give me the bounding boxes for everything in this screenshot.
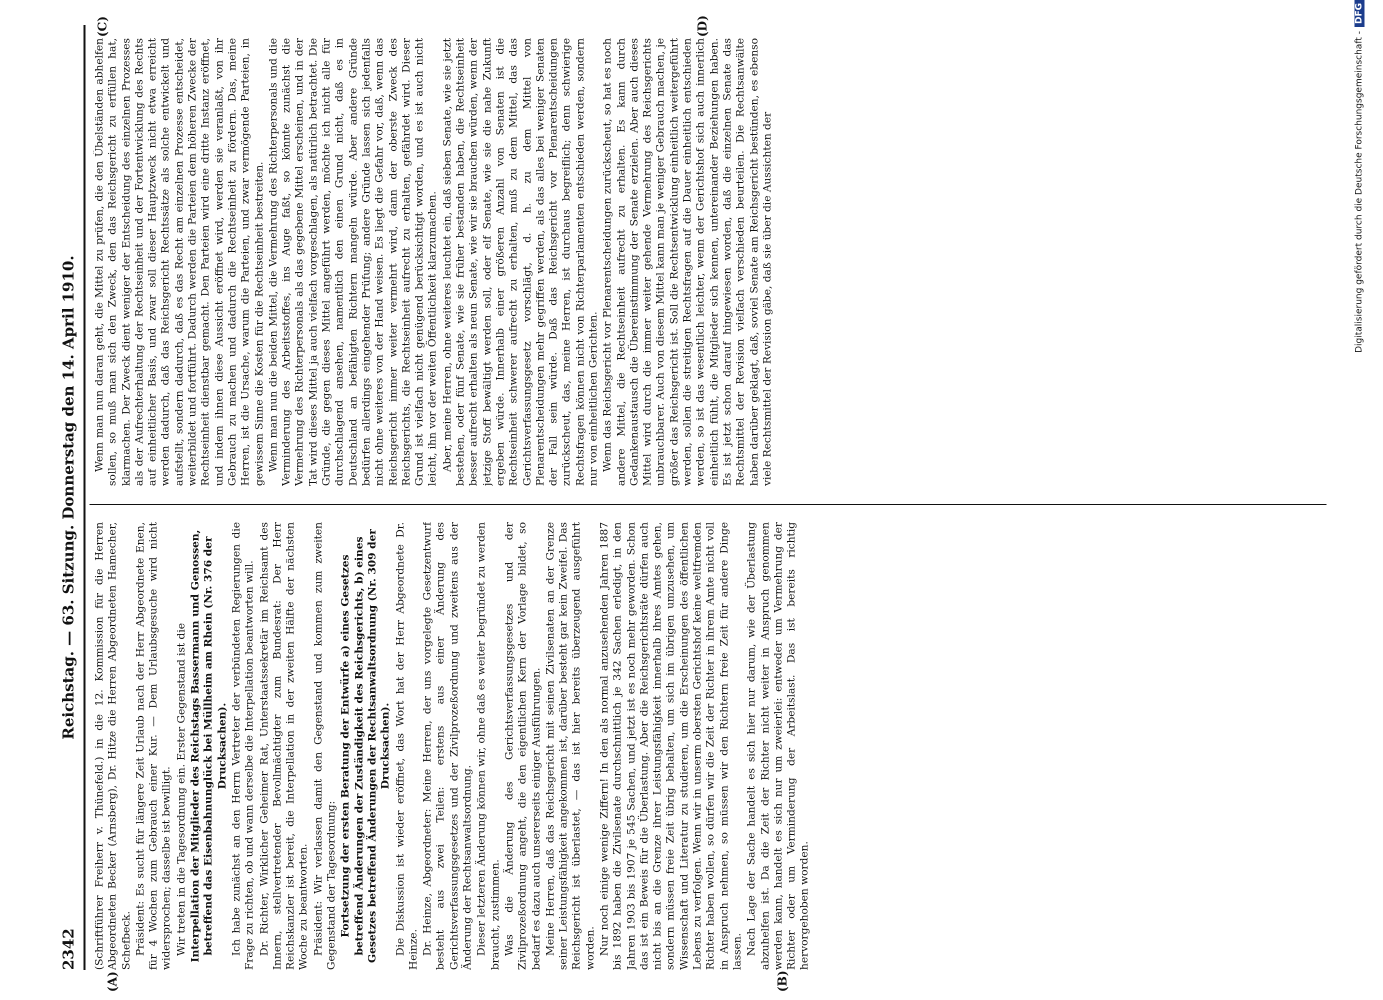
left-paragraph-11: Dieser letzteren Änderung können wir, ohne daß es weiter begründet zu werden braucht, zustimmen.: [475, 522, 501, 970]
right-paragraph-4: Wenn das Reichsgericht vor Plenarentscheidungen zurückscheut, so hat es noch andere Mittel, die Rechtseinheit aufrecht zu erhalten. Es kann durch Gedankenaustausch die Übereinstimmung der Senate erzielen. Aber auch dieses Mittel wird durch die immer weiter gehende Vermehrung des Reichsgerichts unbrauchbarer. Auch von diesem Mittel kann man je weniger Gebrauch machen, je größer das Reichsgericht ist. Soll die Rechtsentwicklung einheitlich weitergeführt werden, sollen die streitigen Rechtsfragen auf die Dauer einheitlich entschieden werden, so ist das wesentlich leichter, wenn der Gerichtshof sich auch innerlich einheitlich fühlt, die Mitglieder sich kennen, untereinander Beziehungen haben. Es ist jetzt schon darauf hingewiesen worden, daß die einzelnen Senate das Rechtsmittel der Revision vielfach verschieden beurteilen. Die Rechtsanwälte haben darüber geklagt, daß, soviel Senate am Reichsgericht bestünden, es ebenso viele Rechtsmittel der Revision gäbe, daß sie über die Aussichten der: [601, 38, 773, 486]
margin-marker-c: (C): [95, 16, 109, 37]
left-paragraph-2: Präsident: Es sucht für längere Zeit Urlaub nach der Herr Abgeordnete Enen, für 4 Wochen zum Gebrauch einer Kur. — Dem Urlaubsgesuche wird nicht widersprochen; dasselbe ist bewilligt.: [133, 522, 173, 970]
interpellation-heading: Interpellation der Mitglieder des Reichstags Bassermann und Genossen, betreffend das Eisenbahnunglück bei Müllheim am Rhein (Nr. 376 der Drucksachen).: [189, 529, 228, 963]
right-paragraph-2: Wenn man nun die beiden Mittel, die Vermehrung des Richterpersonals und die Verminderung des Arbeitsstoffes, ins Auge faßt, so könnte zunächst die Vermehrung des Richterpersonals als das gegebene Mittel erscheinen, und in der Tat wird dieses Mittel ja auch vielfach vorgeschlagen, als natürlich betrachtet. Die Gründe, die gegen dieses Mittel angeführt werden, möchte ich nicht alle für durchschlagend ansehen, namentlich den einen Grund nicht, daß es in Deutschland an befähigten Richtern mangeln würde. Aber andere Gründe bedürfen allerdings eingehender Prüfung; andere Gründe lassen sich jedenfalls nicht ohne weiteres von der Hand weisen. Es liegt die Gefahr vor, daß, wenn das Reichsgericht immer weiter vermehrt wird, dann der oberste Zweck des Reichsgerichts, die Rechtseinheit aufrecht zu erhalten, gefährdet wird. Dieser Grund ist vielfach nicht genügend berücksichtigt worden, und es ist auch nicht leicht, ihn vor der weiten Öffentlichkeit klarzumachen.: [266, 38, 439, 486]
margin-marker-a: (A): [105, 971, 119, 992]
right-paragraph-1: Wenn man nun daran geht, die Mittel zu prüfen, die den Übelständen abhelfen sollen, so muß man sich den Zweck, den das Reichsgericht zu erfüllen hat, klarmachen. Der Zweck dient weniger der Entscheidung des einzelnen Prozesses als der Aufrechterhaltung der Rechtseinheit und der Fortentwicklung des Rechts auf einheitlicher Basis, und zwar soll dieser Hauptzweck nicht etwa erreicht werden dadurch, daß das Reichsgericht Rechtssätze als solche entwickelt und aufstellt, sondern dadurch, daß es das Recht am einzelnen Prozesse entscheidet, weiterbildet und fortführt. Dadurch werden die Parteien dem höheren Zwecke der Rechtseinheit dienstbar gemacht. Den Parteien wird eine dritte Instanz eröffnet, und indem ihnen diese Aussicht eröffnet wird, werden sie veranlaßt, von ihr Gebrauch zu machen und dadurch die Rechtseinheit zu fördern. Das, meine Herren, ist die Ursache, warum die Parteien, und zwar vermögende Parteien, in gewissem Sinne die Kosten für die Rechtseinheit bestreiten.: [93, 38, 265, 486]
page-title: Reichstag. — 63. Sitzung. Donnerstag den 14. April 1910.: [59, 255, 77, 740]
left-paragraph-14: Nur noch einige wenige Ziffern! In den als normal anzusehenden Jahren 1887 bis 1892 haben die Zivilsenate durchschnittlich je 342 Sachen erledigt, in den Jahren 1903 bis 1907 je 545 Sachen, und jetzt ist es noch mehr geworden. Schon das ist ein Beweis für die Überlastung. Aber die Reichsgerichtsräte dürfen auch nicht bis an die Grenze ihrer Leistungsfähigkeit innerhalb ihres Amtes gehen, sondern müssen freie Zeit übrig behalten, um sich im übrigen umzusehen, um Wissenschaft und Literatur zu studieren, um die Erscheinungen des öffentlichen Lebens zu verfolgen. Wenn wir in unserm obersten Gerichtshof keine weltfremden Richter haben wollen, so dürfen wir die Zeit der Richter in ihrem Amte nicht voll in Anspruch nehmen, so müssen wir den Richtern freie Zeit für andere Dinge lassen.: [597, 522, 743, 970]
left-paragraph-15: Nach Lage der Sache handelt es sich hier nur darum, wie der Überlastung abzuhelfen ist. Da die Zeit der Richter nicht weiter in Anspruch genommen werden kann, handelt es sich nur um zweierlei: entweder um Vermehrung der Richter oder um Verminderung der Arbeitslast. Das ist bereits richtig hervorgehoben worden.: [745, 522, 811, 970]
agenda-heading: Fortsetzung der ersten Beratung der Entwürfe a) eines Gesetzes betreffend Änderungen der Zuständigkeit des Reichsgerichts, b) eines Gesetzes betreffend Änderungen der Rechtsanwaltsordnung (Nr. 309 der Drucksachen).: [339, 529, 392, 963]
left-paragraph-1: (Schriftführer Freiherr v. Thünefeld.) in die 12. Kommission für die Herren Abgeordneten Becker (Arnsberg), Dr. Hitze die Herren Abgeordneten Hamecher, Schefbeck.: [93, 522, 132, 970]
left-paragraph-6: Dr. Richter, Wirklicher Geheimer Rat, Unterstaatssekretär im Reichsamt des Innern, stellvertretender Bevollmächtigter zum Bundesrat: Der Herr Reichskanzler ist bereit, die Interpellation in der zweiten Hälfte der nächsten Woche zu beantworten.: [257, 522, 310, 970]
left-paragraph-3: Wir treten in die Tagesordnung ein. Erster Gegenstand ist die: [174, 623, 187, 956]
margin-marker-b: (B): [775, 970, 789, 992]
credit-text: Digitalisierung gefördert durch die Deutsche Forschungsgemeinschaft -: [1354, 31, 1364, 353]
left-paragraph-10: Dr. Heinze, Abgeordneter: Meine Herren, der uns vorgelegte Gesetzentwurf besteht aus zwei Teilen: erstens aus einer Änderung des Gerichtsverfassungsgesetzes und der Zivilprozeßordnung und zweitens aus der Änderung der Rechtsanwaltsordnung.: [421, 522, 474, 970]
right-column: [93, 38, 1322, 486]
column-divider: [89, 504, 1326, 505]
left-paragraph-13: Meine Herren, daß das Reichsgericht mit seinen Zivilsenaten an der Grenze seiner Leistungsfähigkeit angekommen ist, darüber besteht gar kein Zweifel. Das Reichsgericht ist überlastet, — das ist hier bereits überzeugend ausgeführt worden.: [543, 522, 596, 970]
margin-marker-d: (D): [695, 15, 709, 37]
left-paragraph-12: Was die Änderung des Gerichtsverfassungsgesetzes und der Zivilprozeßordnung angeht, die den eigentlichen Kern der Vorlage bildet, so bedarf es dazu auch unsererseits einiger Ausführungen.: [502, 522, 542, 970]
page-number: 2342: [59, 928, 77, 970]
newspaper-page: [55, 15, 1330, 992]
page-header: [55, 25, 85, 970]
dfg-logo: DFG: [1354, 0, 1364, 27]
left-paragraph-5: Ich habe zunächst an den Herrn Vertreter der verbündeten Regierungen die Frage zu richten, ob und wann derselbe die Interpellation beantworten will.: [229, 522, 256, 970]
left-paragraph-7: Präsident: Wir verlassen damit den Gegenstand und kommen zum zweiten Gegenstand der Tagesordnung:: [311, 522, 338, 970]
left-paragraph-9: Die Diskussion ist wieder eröffnet, das Wort hat der Herr Abgeordnete Dr. Heinze.: [393, 522, 419, 970]
digitization-credit: [1354, 0, 1364, 353]
right-paragraph-3: Aber, meine Herren, ohne weiteres leuchtet ein, daß sieben Senate, wie sie jetzt bestehen, oder fünf Senate, wie sie früher bestanden haben, die Rechtseinheit besser aufrecht erhalten als neun Senate, wie wir sie brauchen würden, wenn der jetzige Stoff bewältigt werden soll, oder elf Senate, wie sie die nahe Zukunft ergeben würde. Innerhalb einer größeren Anzahl von Senaten ist die Rechtseinheit schwerer aufrecht zu erhalten, muß zu dem Mittel, das das Gerichtsverfassungsgesetz vorschlägt, d. h. zu dem Mittel von Plenarentscheidungen mehr gegriffen werden, als das alles bei weniger Senaten der Fall sein würde. Daß das Reichsgericht vor Plenarentscheidungen zurückscheut, das, meine Herren, ist durchaus begreiflich; denn schwierige Rechtsfragen können nicht von Richterparlamenten entschieden werden, sondern nur von einheitlichen Gerichten.: [440, 38, 599, 486]
left-column: [93, 522, 1322, 970]
